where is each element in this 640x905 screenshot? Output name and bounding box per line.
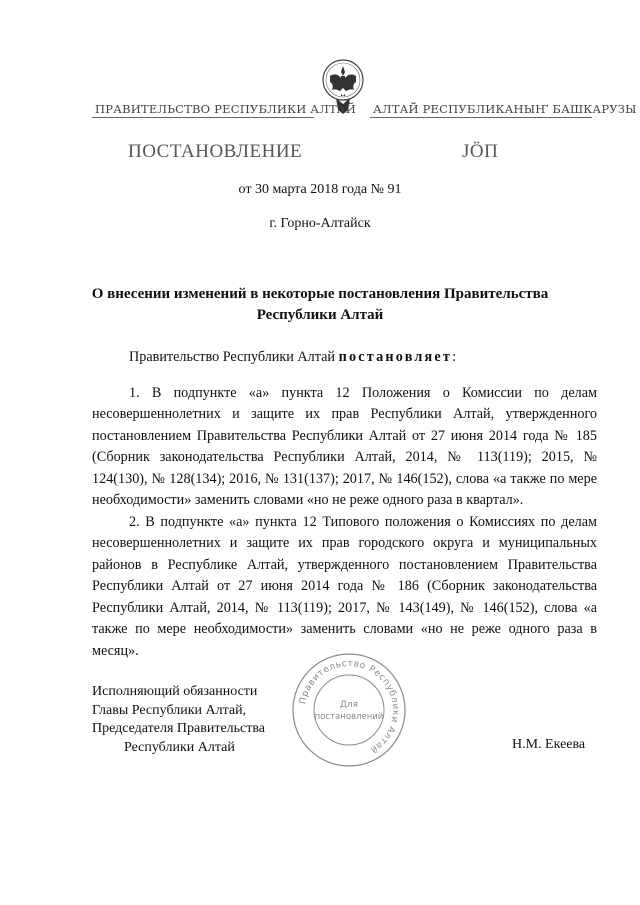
signature-line4: Республики Алтай [124,739,235,755]
signature-line3: Председателя Правительства [92,721,266,736]
header-government-name-alt: АЛТАЙ РЕСПУБЛИКАНЫҤ БАШКАРУЗЫ [373,102,637,116]
header-divider-left [92,117,314,118]
intro-colon: : [452,349,457,365]
intro-keyword: постановляет [338,349,453,365]
doc-type-alt: ЈӦП [462,141,499,162]
stamp-ring-text: Правительство Республики Алтай [298,658,401,755]
document-body [92,347,597,662]
intro-text: Правительство Республики Алтай [129,349,339,365]
document-title-line1: О внесении изменений в некоторые постановления Правительства [91,286,549,302]
signature-block [92,683,265,757]
official-stamp [290,651,408,769]
stamp-center-line2: постановлений [314,712,384,722]
header-government-name-ru: ПРАВИТЕЛЬСТВО РЕСПУБЛИКИ АЛТАЙ [95,102,357,116]
paragraph-1: 1. В подпункте «а» пункта 12 Положения о Комиссии по делам несовершеннолетних и защите их прав Республики Алтай, утвержденного постановлением Правительства Республики Алтай от 27 июня 2014 года № 185 (Сборник законодательства Республики Алтай, 2014, № 113(119); 2015, № 124(130), № 128(134); 2016, № 131(137); 2017, № 146(152), слова «а также по мере необходимости» заменить словами «но не реже одного раза в квартал». [92,384,597,508]
doc-type-ru: ПОСТАНОВЛЕНИЕ [128,141,303,162]
stamp-center-line1: Для [339,700,359,710]
document-title [0,284,640,326]
paragraph-2: 2. В подпункте «а» пункта 12 Типового положения о Комиссиях по делам несовершеннолетних и защите их прав городского округа и муниципальных районов в Республике Алтай, утвержденного постановлением Правительства Республики Алтай от 27 июня 2014 года № 186 (Сборник законодательства Республики Алтай, 2014, № 113(119); 2017, № 143(149), № 146(152), слова «а также по мере необходимости» заменить словами «но не реже одного раза в месяц». [92,513,597,659]
signatory-name: Н.М. Екеева [512,737,586,752]
date-line: от 30 марта 2018 года № 91 [238,182,402,197]
header-divider-right [370,117,592,118]
signature-line2: Главы Республики Алтай, [92,702,247,718]
city-line: г. Горно-Алтайск [269,216,371,231]
intro-line [92,347,597,369]
signature-line1: Исполняющий обязанности [92,684,258,699]
document-title-line2: Республики Алтай [256,307,384,323]
